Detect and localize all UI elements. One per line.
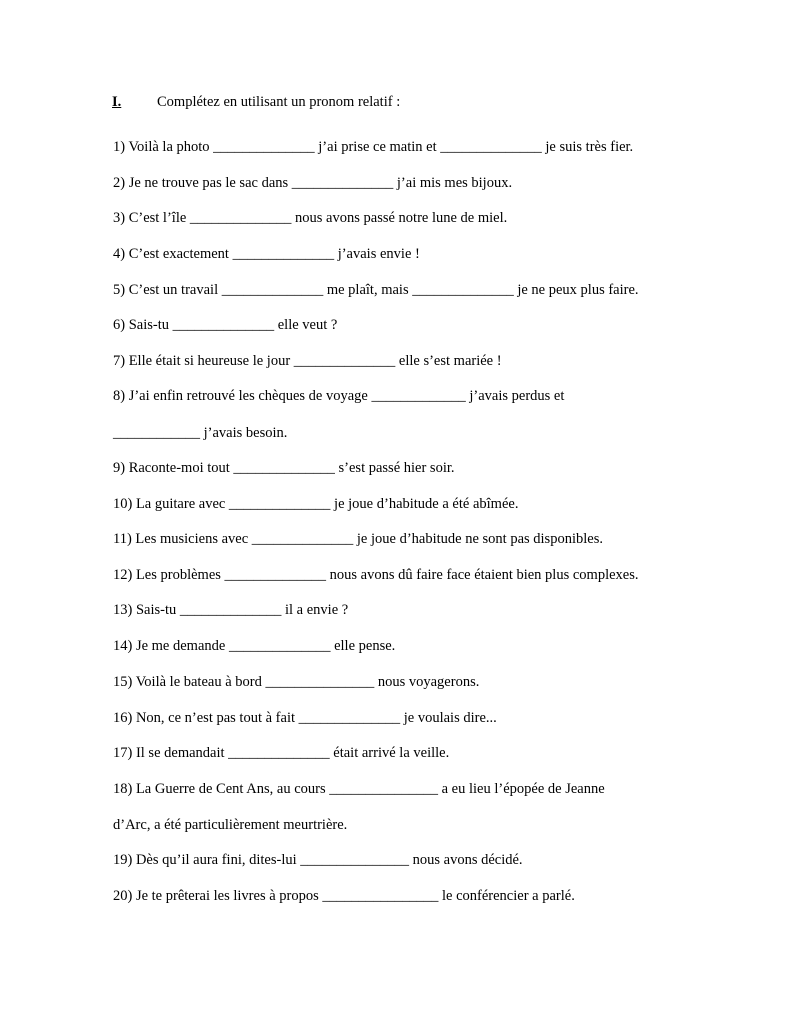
- exercise-line-13: 13) Sais-tu ______________ il a envie ?: [113, 602, 349, 618]
- exercise-line-4: 4) C’est exactement ______________ j’avais envie !: [113, 246, 420, 262]
- exercise-line-14: 14) Je me demande ______________ elle pense.: [113, 638, 396, 654]
- exercise-line-1: 1) Voilà la photo ______________ j’ai prise ce matin et ______________ je suis très fier.: [113, 139, 634, 155]
- exercise-number: I.: [112, 94, 122, 110]
- exercise-line-3: 3) C’est l’île ______________ nous avons passé notre lune de miel.: [113, 210, 508, 226]
- exercise-line-18: 18) La Guerre de Cent Ans, au cours _______________ a eu lieu l’épopée de Jeanne: [113, 781, 605, 797]
- exercise-line-8: 8) J’ai enfin retrouvé les chèques de voyage _____________ j’avais perdus et: [113, 388, 565, 404]
- exercise-line-15: 15) Voilà le bateau à bord _______________ nous voyagerons.: [113, 674, 480, 690]
- exercise-line-2: 2) Je ne trouve pas le sac dans ______________ j’ai mis mes bijoux.: [113, 175, 513, 191]
- exercise-line-7: 7) Elle était si heureuse le jour ______________ elle s’est mariée !: [113, 353, 502, 369]
- exercise-line-17: 17) Il se demandait ______________ était arrivé la veille.: [113, 745, 450, 761]
- exercise-line-11: 11) Les musiciens avec ______________ je joue d’habitude ne sont pas disponibles.: [113, 531, 603, 547]
- exercise-line-20: 20) Je te prêterai les livres à propos ________________ le conférencier a parlé.: [113, 888, 575, 904]
- exercise-line-8-continued: ____________ j’avais besoin.: [113, 425, 288, 441]
- exercise-line-5: 5) C’est un travail ______________ me plaît, mais ______________ je ne peux plus faire.: [113, 282, 639, 298]
- exercise-line-12: 12) Les problèmes ______________ nous avons dû faire face étaient bien plus complexes.: [113, 567, 639, 583]
- exercise-line-10: 10) La guitare avec ______________ je joue d’habitude a été abîmée.: [113, 496, 519, 512]
- exercise-line-6: 6) Sais-tu ______________ elle veut ?: [113, 317, 338, 333]
- exercise-line-9: 9) Raconte-moi tout ______________ s’est passé hier soir.: [113, 460, 455, 476]
- exercise-instruction: Complétez en utilisant un pronom relatif :: [157, 94, 401, 110]
- exercise-heading: [112, 93, 400, 111]
- exercise-line-18-continued: d’Arc, a été particulièrement meurtrière.: [113, 817, 348, 833]
- exercise-line-19: 19) Dès qu’il aura fini, dites-lui _______________ nous avons décidé.: [113, 852, 523, 868]
- exercise-line-16: 16) Non, ce n’est pas tout à fait ______________ je voulais dire...: [113, 710, 497, 726]
